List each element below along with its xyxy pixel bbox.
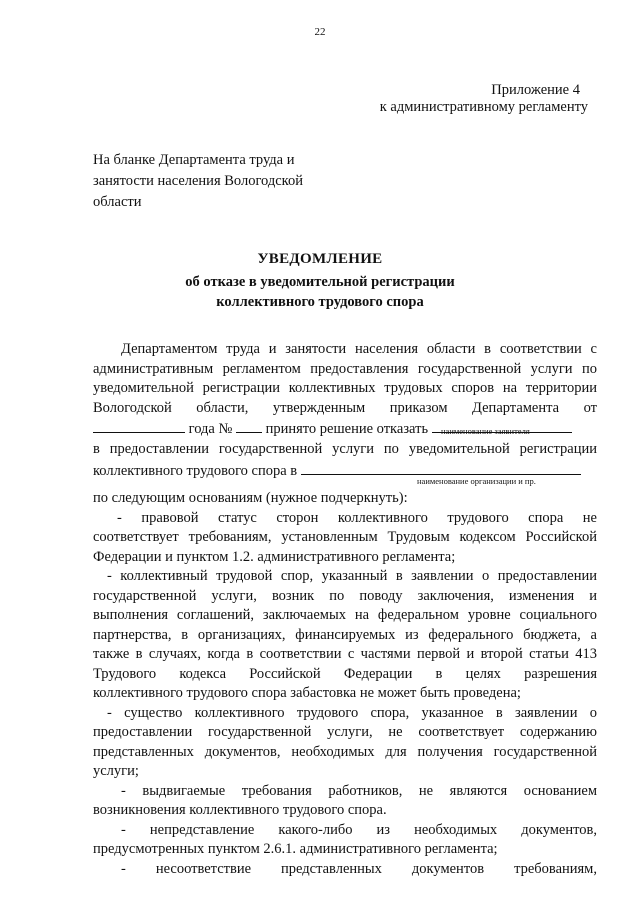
organization-line: коллективного трудового спора в <box>93 460 597 482</box>
document-title: УВЕДОМЛЕНИЕ <box>257 251 383 267</box>
letterhead-line: занятости населения Вологодской <box>93 173 304 189</box>
text-line: коллективного трудового спора забастовка не может быть проведена; <box>93 685 521 701</box>
ground-item: - правовой статус сторон коллективного трудового спора не <box>117 509 597 526</box>
page-number: 22 <box>314 26 326 38</box>
appendix-reference: к административному регламенту <box>379 99 588 115</box>
document-subtitle: об отказе в уведомительной регистрации <box>185 274 455 290</box>
paragraph-service <box>93 440 597 481</box>
text-line: Вологодской области, утвержденным приказом Департамента от <box>93 399 597 416</box>
text-line: выполнения соглашений, заключаемых на федеральном уровне социального <box>93 607 597 623</box>
ground-item: - выдвигаемые требования работников, не являются основанием <box>121 782 597 799</box>
grounds-intro: по следующим основаниям (нужное подчеркнуть): <box>93 490 408 506</box>
text-line: государственной услуги, возник по поводу заключения, изменения и <box>93 587 597 604</box>
text-line: Трудового кодекса Российской Федерации в целях разрешения <box>93 665 597 682</box>
text-line: соответствует требованиям, установленным Трудовым кодексом Российской <box>93 529 597 545</box>
organization-blank <box>301 460 581 475</box>
text-line: Федерации и пунктом 1.2. административного регламента; <box>93 548 456 565</box>
text-line: представленных документов, необходимых для получения государственной <box>93 743 597 760</box>
letterhead-line: На бланке Департамента труда и <box>93 152 295 168</box>
date-number-line: года № принято решение отказать <box>93 418 597 440</box>
caption-applicant: наименование заявителя <box>441 426 530 436</box>
ground-item: - непредставление какого-либо из необходимых документов, <box>121 821 597 838</box>
text-line: уведомительной регистрации коллективных трудовых споров на территории <box>93 380 597 396</box>
number-blank <box>236 418 262 433</box>
appendix-label: Приложение 4 <box>491 82 580 98</box>
text-line: административным регламентом предоставления государственной услуги по <box>93 360 597 377</box>
paragraph-intro <box>93 340 597 440</box>
text-line: предусмотренных пунктом 2.6.1. административного регламента; <box>93 841 498 857</box>
text-line: также в случаях, когда в соответствии с частями первой и второй статьи 413 <box>93 646 597 662</box>
text-line: возникновения коллективного трудового спора. <box>93 802 387 818</box>
grounds-list <box>93 489 597 879</box>
text-line: партнерства, в организациях, финансируемых из федерального бюджета, а <box>93 626 597 643</box>
ground-item: - коллективный трудовой спор, указанный в заявлении о предоставлении <box>107 568 597 584</box>
caption-organization: наименование организации и пр. <box>417 476 536 486</box>
text-line: услуги; <box>93 763 139 779</box>
date-blank <box>93 418 185 433</box>
letterhead-note <box>93 150 303 213</box>
document-subtitle: коллективного трудового спора <box>216 294 424 310</box>
ground-item: - существо коллективного трудового спора, указанное в заявлении о <box>107 704 597 721</box>
letterhead-line: области <box>93 194 142 210</box>
ground-item: - несоответствие представленных документов требованиям, <box>121 860 597 877</box>
text-line: Департаментом труда и занятости населения области в соответствии с <box>121 341 597 357</box>
text-line: в предоставлении государственной услуги по уведомительной регистрации <box>93 441 597 457</box>
text-line: предоставлении государственной услуги, не соответствует содержанию <box>93 724 597 740</box>
